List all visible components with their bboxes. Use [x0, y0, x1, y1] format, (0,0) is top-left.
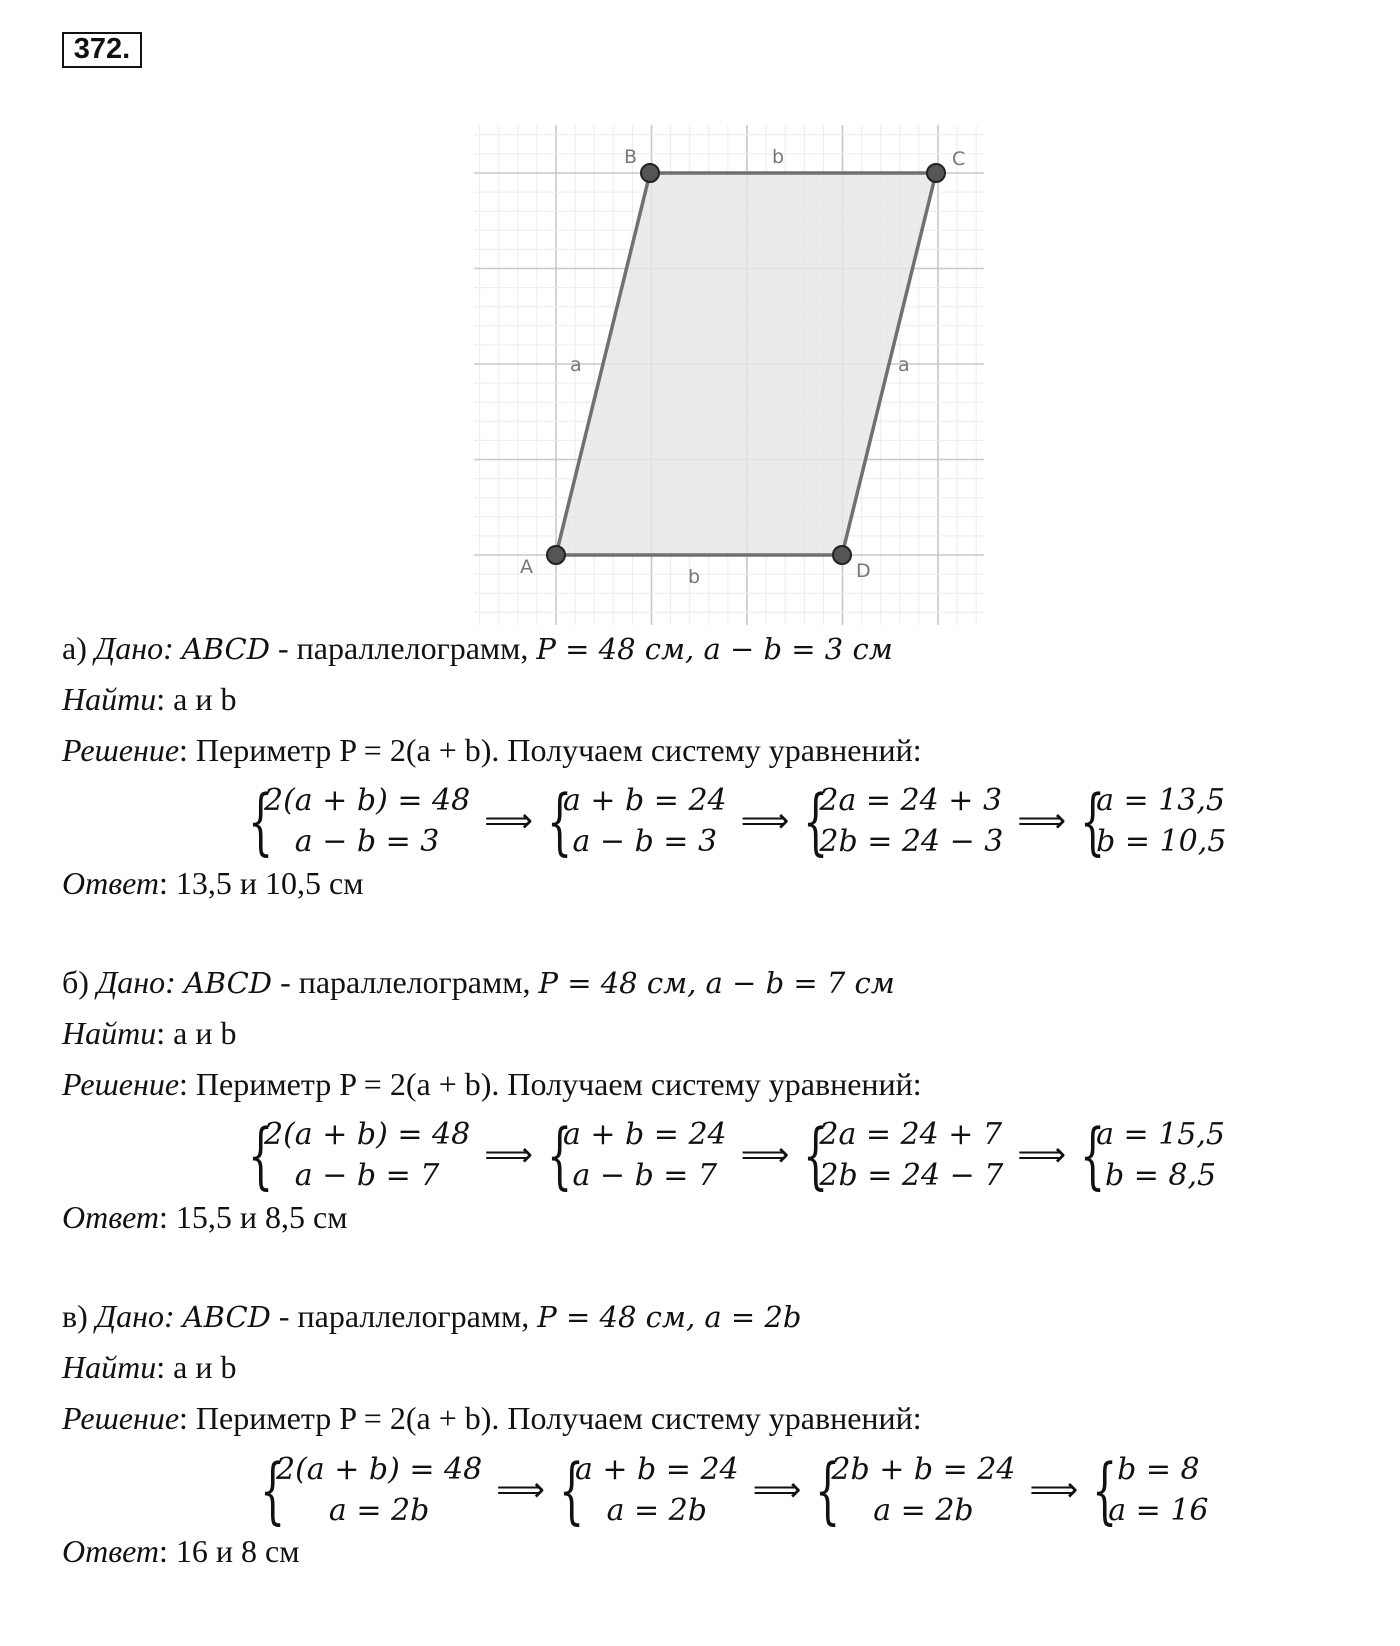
system: { b = 8 a = 16	[1092, 1448, 1209, 1532]
implies-arrow: ⟹	[496, 1470, 545, 1510]
part-c-answer-text: : 16 и 8 см	[159, 1533, 300, 1569]
vertex-d-label: D	[856, 560, 871, 582]
part-b-given-text: - параллелограмм,	[272, 964, 539, 1000]
part-c-find	[62, 1347, 236, 1387]
implies-arrow: ⟹	[740, 1135, 790, 1175]
part-a-given-math: P = 48 см, a − b = 3 см	[536, 632, 893, 666]
part-a-abcd: ABCD	[181, 632, 270, 666]
part-a-letter: а)	[62, 630, 87, 666]
part-c-given-label: Дано:	[95, 1298, 175, 1334]
equation: 2b = 24 − 7	[819, 1158, 1004, 1193]
implies-arrow: ⟹	[484, 1135, 533, 1175]
system: { a + b = 24 a = 2b	[558, 1448, 739, 1532]
implies-arrow: ⟹	[752, 1470, 802, 1510]
equation: 2a = 24 + 7	[819, 1117, 1003, 1152]
part-c-solution-label: Решение	[62, 1400, 180, 1436]
equation: a − b = 3	[294, 824, 440, 859]
system: { a = 13,5 b = 10,5	[1080, 779, 1227, 863]
part-a-given-label: Дано:	[94, 630, 174, 666]
part-c-given-text: - параллелограмм,	[270, 1298, 538, 1334]
part-a-solution-label: Решение	[62, 732, 180, 768]
part-a-find	[62, 679, 236, 719]
part-b-answer-label: Ответ	[62, 1199, 159, 1235]
part-a-systems	[244, 779, 1240, 863]
part-b-find	[62, 1013, 236, 1053]
equation: a + b = 24	[562, 783, 727, 818]
implies-arrow: ⟹	[1029, 1470, 1079, 1510]
equation: a − b = 7	[294, 1158, 440, 1193]
part-b-solution	[62, 1064, 922, 1104]
equation: a = 2b	[873, 1493, 974, 1528]
problem-number: 372.	[62, 32, 142, 68]
equation: a + b = 24	[574, 1452, 739, 1487]
equation: a − b = 7	[572, 1158, 718, 1193]
equation: 2b = 24 − 3	[819, 824, 1004, 859]
part-c-given-math: P = 48 см, a = 2b	[537, 1300, 802, 1334]
part-b-find-label: Найти	[62, 1015, 157, 1051]
part-c-given	[62, 1296, 801, 1337]
part-a-given-text: - параллелограмм,	[269, 630, 537, 666]
part-b-answer	[62, 1197, 347, 1237]
side-label-right: a	[898, 354, 910, 376]
part-b-systems	[244, 1113, 1239, 1197]
part-a-solution	[62, 730, 922, 770]
parallelogram-figure	[474, 125, 984, 625]
part-c-answer	[62, 1531, 299, 1571]
system: { a + b = 24 a − b = 7	[546, 1113, 727, 1197]
part-a-answer-text: : 13,5 и 10,5 см	[159, 865, 364, 901]
part-c-solution	[62, 1398, 922, 1438]
part-c-systems	[256, 1448, 1223, 1532]
vertex-d-point	[833, 546, 851, 564]
system: { a = 15,5 b = 8,5	[1080, 1113, 1226, 1197]
equation: 2(a + b) = 48	[276, 1452, 483, 1487]
equation: a = 16	[1108, 1493, 1209, 1528]
system: { a + b = 24 a − b = 3	[546, 779, 727, 863]
vertex-b-point	[641, 164, 659, 182]
implies-arrow: ⟹	[484, 801, 533, 841]
part-c-answer-label: Ответ	[62, 1533, 159, 1569]
equation: a = 13,5	[1096, 783, 1226, 818]
equation: a = 2b	[606, 1493, 707, 1528]
equation: b = 8	[1117, 1452, 1200, 1487]
vertex-c-point	[927, 164, 945, 182]
equation: a = 2b	[328, 1493, 430, 1528]
system: { 2(a + b) = 48 a = 2b	[260, 1448, 483, 1532]
equation: b = 8,5	[1105, 1158, 1217, 1193]
system: { 2a = 24 + 7 2b = 24 − 7	[803, 1113, 1004, 1197]
part-a-find-text: : a и b	[156, 681, 237, 717]
part-b-solution-text: : Периметр P = 2(a + b). Получаем систему уравнений:	[179, 1066, 922, 1102]
part-c-letter: в)	[62, 1298, 88, 1334]
system: { 2(a + b) = 48 a − b = 7	[248, 1113, 471, 1197]
implies-arrow: ⟹	[740, 801, 790, 841]
vertex-a-label: A	[520, 556, 533, 578]
part-b-solution-label: Решение	[62, 1066, 180, 1102]
part-a-solution-text: : Периметр P = 2(a + b). Получаем систему уравнений:	[179, 732, 922, 768]
equation: a = 15,5	[1096, 1117, 1226, 1152]
system: { 2a = 24 + 3 2b = 24 − 3	[803, 779, 1004, 863]
equation: a − b = 3	[572, 824, 718, 859]
part-b-given	[62, 962, 895, 1003]
equation: a + b = 24	[562, 1117, 727, 1152]
part-a-answer-label: Ответ	[62, 865, 159, 901]
side-label-left: a	[570, 354, 582, 376]
vertex-c-label: C	[952, 148, 966, 170]
part-c-solution-text: : Периметр P = 2(a + b). Получаем систему уравнений:	[179, 1400, 922, 1436]
part-b-find-text: : a и b	[156, 1015, 237, 1051]
equation: 2(a + b) = 48	[264, 783, 471, 818]
equation: 2a = 24 + 3	[819, 783, 1003, 818]
side-label-bottom: b	[688, 566, 701, 588]
implies-arrow: ⟹	[1017, 801, 1067, 841]
part-b-letter: б)	[62, 964, 89, 1000]
part-a-given	[62, 628, 893, 669]
part-a-find-label: Найти	[62, 681, 157, 717]
side-label-top: b	[772, 146, 785, 168]
implies-arrow: ⟹	[1017, 1135, 1067, 1175]
system: { 2(a + b) = 48 a − b = 3	[248, 779, 471, 863]
equation: 2(a + b) = 48	[264, 1117, 471, 1152]
part-b-given-math: P = 48 см, a − b = 7 см	[538, 966, 895, 1000]
system: { 2b + b = 24 a = 2b	[815, 1448, 1016, 1532]
part-a-answer	[62, 863, 363, 903]
vertex-b-label: B	[624, 146, 638, 168]
part-c-abcd: ABCD	[182, 1300, 271, 1334]
equation: 2b + b = 24	[831, 1452, 1016, 1487]
equation: b = 10,5	[1096, 824, 1227, 859]
part-b-answer-text: : 15,5 и 8,5 см	[159, 1199, 348, 1235]
part-c-find-text: : a и b	[156, 1349, 237, 1385]
part-c-find-label: Найти	[62, 1349, 157, 1385]
part-b-abcd: ABCD	[183, 966, 273, 1000]
part-b-given-label: Дано:	[96, 964, 176, 1000]
vertex-a-point	[547, 546, 565, 564]
